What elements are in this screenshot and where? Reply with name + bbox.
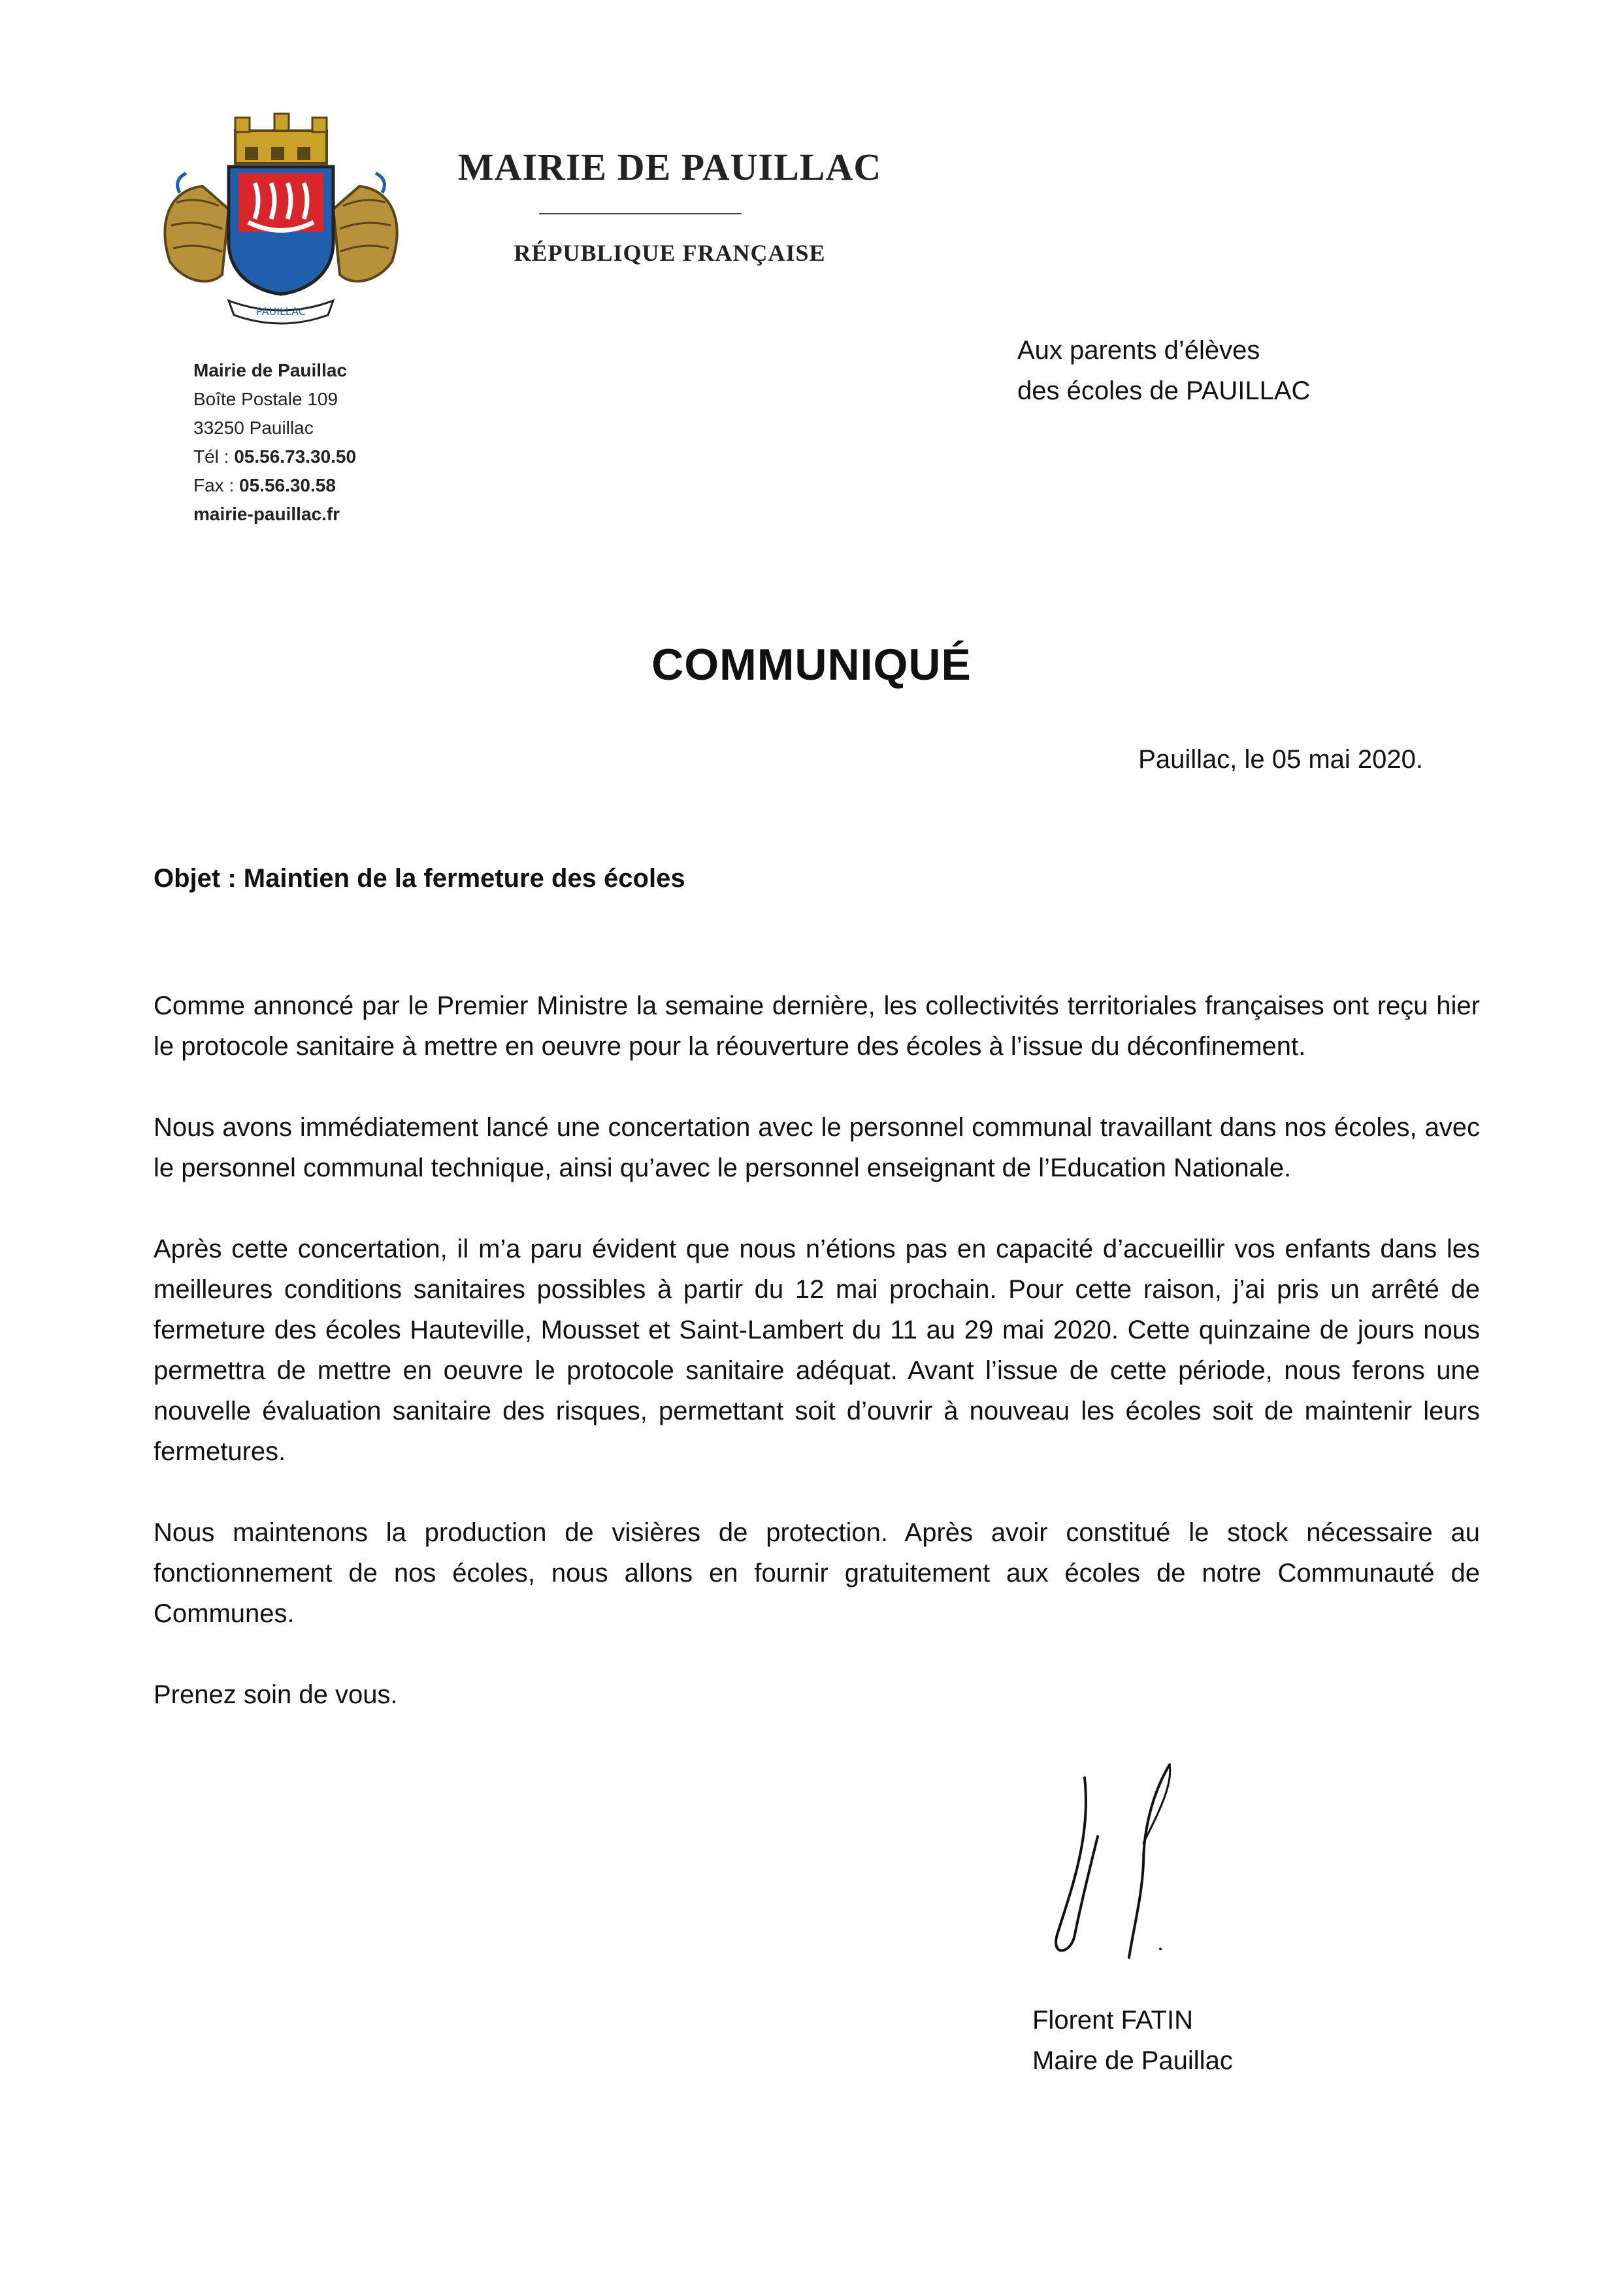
body-paragraph: Nous avons immédiatement lancé une concertation avec le personnel communal travaillant dans nos écoles, avec le personnel communal technique, ainsi qu’avec le personnel enseignant de l’Education Nationale. xyxy=(154,1113,1480,1182)
address-phone xyxy=(193,442,356,471)
letter-body xyxy=(154,986,1480,1755)
subject-line: Objet : Maintien de la fermeture des écoles xyxy=(154,864,685,893)
signer-block xyxy=(1032,2000,1233,2081)
title-divider xyxy=(539,213,742,214)
address-name: Mairie de Pauillac xyxy=(193,360,347,380)
address-website: mairie-pauillac.fr xyxy=(193,504,340,524)
phone-label: Tél : xyxy=(193,446,235,467)
fax-label: Fax : xyxy=(193,475,240,495)
body-paragraph: Nous maintenons la production de visières de protection. Après avoir constitué le stock nécessaire au fonctionnement de nos écoles, nous allons en fournir gratuitement aux écoles de notre Communauté de Communes. xyxy=(154,1518,1480,1628)
phone-number: 05.56.73.30.50 xyxy=(234,446,357,467)
fax-number: 05.56.30.58 xyxy=(239,475,336,495)
pauillac-crest-logo xyxy=(157,111,405,327)
body-paragraph: Comme annoncé par le Premier Ministre la semaine dernière, les collectivités territoriales françaises ont reçu hier le protocole sanitaire à mettre en oeuvre pour la réouverture des écoles à l’issue du déconfinement. xyxy=(154,991,1480,1061)
address-line-1: Boîte Postale 109 xyxy=(193,389,338,409)
address-fax xyxy=(193,471,356,500)
address-line-2: 33250 Pauillac xyxy=(193,418,314,438)
recipients-line-2: des écoles de PAUILLAC xyxy=(1017,376,1311,405)
body-paragraph: Après cette concertation, il m’a paru évident que nous n’étions pas en capacité d’accueillir vos enfants dans les meilleures conditions sanitaires possibles à partir du 12 mai prochain. Pour cette raison, j’ai pris un arrêté de fermeture des écoles Hauteville, Mousset et Saint-Lambert du 11 au 29 mai 2020. Cette quinzaine de jours nous permettra de mettre en oeuvre le protocole sanitaire adéquat. Avant l’issue de cette période, nous ferons une nouvelle évaluation sanitaire des risques, permettant soit d’ouvrir à nouveau les écoles soit de maintenir leurs fermetures. xyxy=(154,1235,1480,1466)
recipients-block xyxy=(1017,330,1310,411)
address-block xyxy=(193,356,356,529)
document-heading: COMMUNIQUÉ xyxy=(651,640,972,690)
mairie-title: MAIRIE DE PAUILLAC xyxy=(457,146,882,188)
handwritten-signature xyxy=(1045,1758,1189,1967)
date-line: Pauillac, le 05 mai 2020. xyxy=(1138,745,1423,774)
svg-text:PAUILLAC: PAUILLAC xyxy=(255,305,306,318)
signer-name: Florent FATIN xyxy=(1032,2006,1193,2035)
signer-role: Maire de Pauillac xyxy=(1032,2046,1233,2075)
closing-line: Prenez soin de vous. xyxy=(154,1680,398,1709)
republique-subtitle: RÉPUBLIQUE FRANÇAISE xyxy=(514,240,826,266)
recipients-line-1: Aux parents d’élèves xyxy=(1017,336,1260,365)
